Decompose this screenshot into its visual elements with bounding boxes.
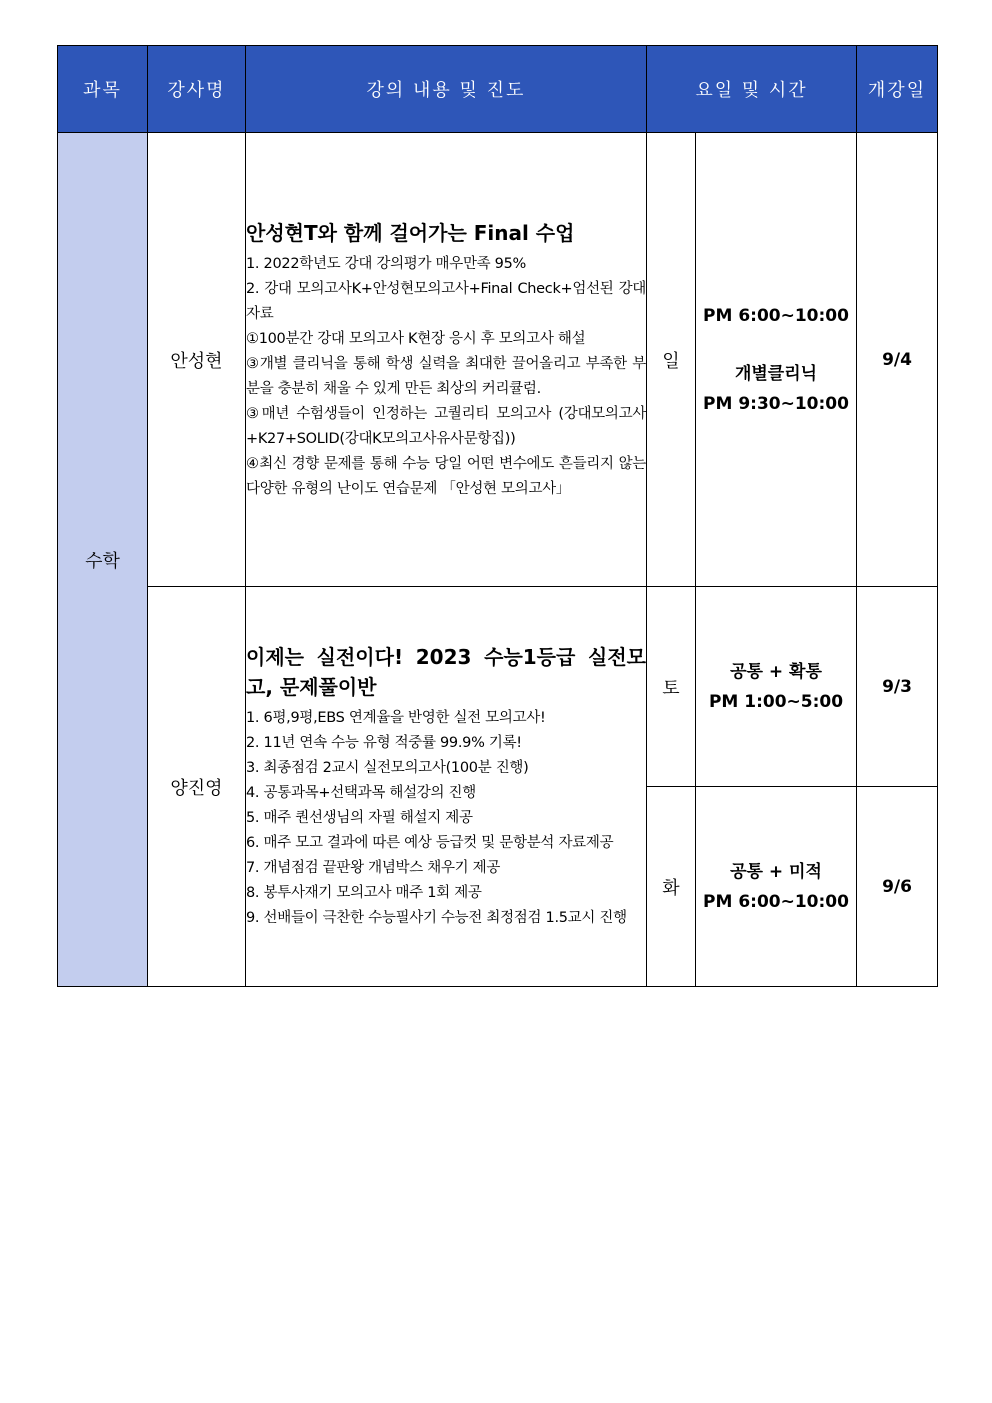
course-content: [246, 133, 647, 587]
header-schedule: 요일 및 시간: [647, 46, 857, 133]
start-date-cell: 9/6: [857, 787, 938, 987]
time-text: PM 6:00~10:00: [703, 891, 849, 912]
course-line: 4. 공통과목+선택과목 해설강의 진행: [246, 785, 476, 801]
course-content: [246, 587, 647, 987]
course-line: 6. 매주 모고 결과에 따른 예상 등급컷 및 문항분석 자료제공: [246, 835, 614, 851]
start-date-cell: 9/4: [857, 133, 938, 587]
time-cell: [696, 587, 857, 787]
start-date-cell: 9/3: [857, 587, 938, 787]
course-line: 1. 6평,9평,EBS 연계율을 반영한 실전 모의고사!: [246, 710, 546, 726]
track-label: 공통 + 미적: [730, 861, 822, 882]
course-schedule-table: [57, 45, 938, 987]
table-row: [58, 587, 938, 787]
course-line: 2. 11년 연속 수능 유형 적중률 99.9% 기록!: [246, 735, 522, 751]
clinic-label: 개별클리닉: [734, 363, 818, 384]
course-line: ④최신 경향 문제를 통해 수능 당일 어떤 변수에도 흔들리지 않는 다양한 유형의 난이도 연습문제 「안성현 모의고사」: [246, 455, 646, 497]
header-row: [58, 46, 938, 133]
day-cell: 화: [647, 787, 696, 987]
course-line: ③개별 클리닉을 통해 학생 실력을 최대한 끌어올리고 부족한 부분을 충분히 채울 수 있게 만든 최상의 커리큘럼.: [246, 355, 646, 397]
course-line: ③매년 수험생들이 인정하는 고퀄리티 모의고사 (강대모의고사+K27+SOLID(강대K모의고사유사문항집)): [246, 405, 646, 447]
day-cell: 토: [647, 587, 696, 787]
course-title: 이제는 실전이다! 2023 수능1등급 실전모고, 문제풀이반: [246, 645, 646, 699]
header-teacher: 강사명: [148, 46, 246, 133]
header-content: 강의 내용 및 진도: [246, 46, 647, 133]
course-line: 5. 매주 퀀선생님의 자필 해설지 제공: [246, 810, 473, 826]
teacher-cell: 양진영: [148, 587, 246, 987]
course-line: 1. 2022학년도 강대 강의평가 매우만족 95%: [246, 255, 527, 272]
course-line: 3. 최종점검 2교시 실전모의고사(100분 진행): [246, 760, 529, 776]
time-cell: [696, 133, 857, 587]
teacher-cell: 안성현: [148, 133, 246, 587]
course-line: 2. 강대 모의고사K+안성현모의고사+Final Check+엄선된 강대자료: [246, 280, 646, 322]
table-row: [58, 133, 938, 587]
subject-cell: 수학: [58, 133, 148, 987]
course-line: ①100분간 강대 모의고사 K현장 응시 후 모의고사 해설: [246, 330, 586, 347]
day-cell: 일: [647, 133, 696, 587]
header-start-date: 개강일: [857, 46, 938, 133]
course-line: 9. 선배들이 극찬한 수능필사기 수능전 최정점검 1.5교시 진행: [246, 910, 627, 926]
track-label: 공통 + 확통: [730, 661, 822, 682]
course-title: 안성현T와 함께 걸어가는 Final 수업: [246, 220, 575, 245]
time-text: PM 6:00~10:00: [703, 305, 849, 326]
time-cell: [696, 787, 857, 987]
time-text: PM 9:30~10:00: [703, 393, 849, 414]
header-subject: 과목: [58, 46, 148, 133]
course-line: 8. 봉투사재기 모의고사 매주 1회 제공: [246, 885, 482, 901]
course-line: 7. 개념점검 끝판왕 개념박스 채우기 제공: [246, 860, 501, 876]
time-text: PM 1:00~5:00: [708, 691, 844, 712]
